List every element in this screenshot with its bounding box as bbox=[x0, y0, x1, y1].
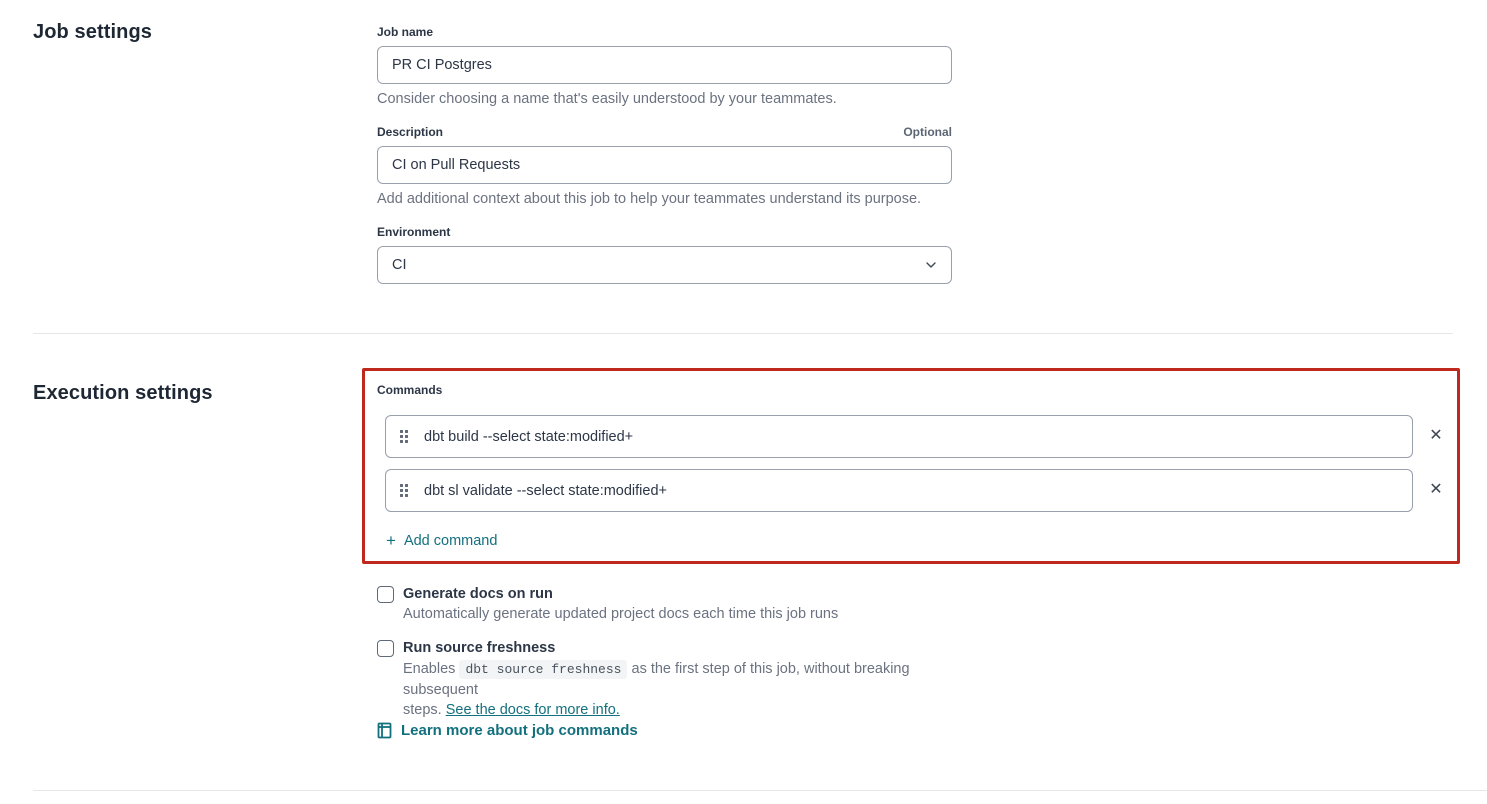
job-name-input[interactable] bbox=[377, 46, 952, 84]
execution-settings-heading: Execution settings bbox=[33, 382, 213, 404]
environment-selected-value: CI bbox=[392, 257, 407, 273]
commands-highlight-box bbox=[362, 368, 1460, 564]
run-source-freshness-description bbox=[403, 659, 963, 720]
add-command-label: Add command bbox=[403, 532, 498, 549]
optional-badge: Optional bbox=[903, 125, 952, 139]
desc-line2-prefix: steps. bbox=[403, 702, 442, 718]
description-label-row bbox=[377, 125, 952, 139]
drag-handle-icon[interactable] bbox=[400, 430, 408, 443]
description-label: Description bbox=[377, 125, 444, 139]
run-source-freshness-checkbox[interactable] bbox=[377, 640, 394, 657]
job-settings-heading: Job settings bbox=[33, 21, 152, 43]
commands-label: Commands bbox=[377, 383, 443, 397]
job-name-label: Job name bbox=[377, 25, 434, 39]
book-icon bbox=[377, 722, 392, 739]
learn-more-link[interactable] bbox=[377, 722, 638, 739]
generate-docs-label: Generate docs on run bbox=[403, 586, 553, 602]
run-source-freshness-label: Run source freshness bbox=[403, 640, 556, 656]
learn-more-label: Learn more about job commands bbox=[401, 722, 638, 739]
add-command-button[interactable] bbox=[386, 532, 497, 549]
section-divider bbox=[33, 333, 1453, 334]
generate-docs-description: Automatically generate updated project docs each time this job runs bbox=[403, 606, 839, 622]
command-value: dbt build --select state:modified+ bbox=[424, 428, 634, 445]
desc-suffix: as the first step of this job, without breaking subsequent bbox=[403, 661, 910, 698]
desc-prefix: Enables bbox=[403, 661, 456, 677]
bottom-divider bbox=[33, 790, 1487, 791]
command-row[interactable] bbox=[385, 415, 1413, 458]
description-input[interactable] bbox=[377, 146, 952, 184]
environment-label: Environment bbox=[377, 225, 451, 239]
plus-icon: + bbox=[386, 531, 396, 550]
drag-handle-icon[interactable] bbox=[400, 484, 408, 497]
environment-select[interactable] bbox=[377, 246, 952, 284]
remove-command-icon[interactable]: ✕ bbox=[1429, 481, 1443, 498]
inline-code: dbt source freshness bbox=[459, 660, 627, 679]
job-name-helper: Consider choosing a name that's easily understood by your teammates. bbox=[377, 91, 837, 107]
command-row[interactable] bbox=[385, 469, 1413, 512]
command-value: dbt sl validate --select state:modified+ bbox=[424, 482, 667, 499]
description-helper: Add additional context about this job to help your teammates understand its purpose. bbox=[377, 191, 922, 207]
see-docs-link[interactable]: See the docs for more info. bbox=[445, 702, 620, 718]
chevron-down-icon bbox=[925, 261, 937, 269]
remove-command-icon[interactable]: ✕ bbox=[1429, 427, 1443, 444]
generate-docs-checkbox[interactable] bbox=[377, 586, 394, 603]
